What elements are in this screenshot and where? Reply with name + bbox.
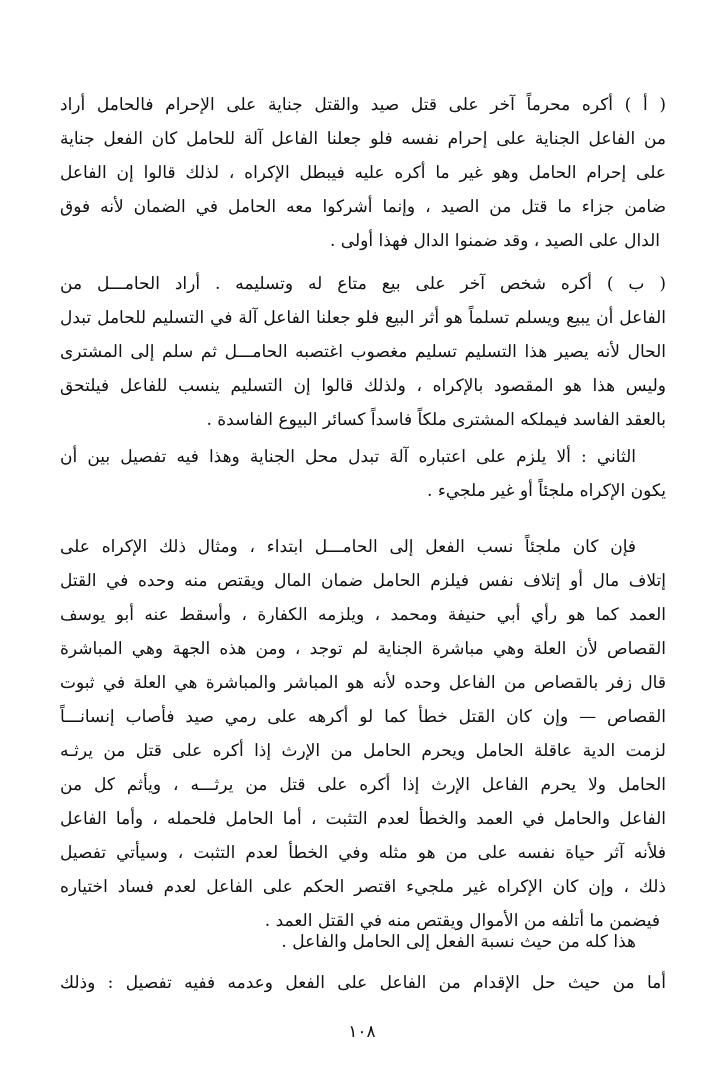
text-line: لزمت الدية عاقلة الحامل ويحرم الحامل من الإرث إذا أكره على قتل من يرثـه	[60, 741, 666, 761]
paragraph-b	[60, 267, 666, 437]
text-line: ( ب ) أكره شخص آخر على بيع متاع له وتسليمه . أراد الحامـــل من	[60, 274, 666, 294]
text-line: هذا كله من حيث نسبة الفعل إلى الحامل والفاعل .	[281, 932, 636, 952]
text-line: الفاعل أن يبيع ويسلم تسلماً هو أثر البيع فلو جعلنا الفاعل آلة في التسليم للحامل تبدل	[60, 308, 666, 328]
text-line: وليس هذا هو المقصود بالإكراه ، ولذلك قالوا إن التسليم ينسب للفاعل فيلتحق	[60, 376, 666, 396]
text-line: على إحرام الحامل وهو غير ما أكره عليه فيبطل الإكراه ، لذلك قالوا إن الفاعل	[60, 163, 666, 183]
text-line: الحال لأنه يصير هذا التسليم تسليم مغصوب اغتصبه الحامـــل ثم سلم إلى المشترى	[60, 342, 666, 362]
text-line: فإن كان ملجئاً نسب الفعل إلى الحامـــل ابتداء ، ومثال ذلك الإكراه على	[60, 537, 636, 557]
text-line: الدال على الصيد ، وقد ضمنوا الدال فهذا أولى .	[329, 231, 660, 251]
text-line: إتلاف مال أو إتلاف نفس فيلزم الحامل ضمان المال ويقتص منه وحده في القتل	[60, 571, 666, 591]
paragraph-coercion-cases	[60, 530, 666, 938]
text-line: بالعقد الفاسد فيملكه المشترى ملكاً فاسداً كسائر البيوع الفاسدة .	[206, 410, 666, 430]
page-number: ١٠٨	[348, 1022, 376, 1042]
text-line: أما من حيث حل الإقدام من الفاعل على الفعل وعدمه ففيه تفصيل : وذلك	[60, 973, 666, 993]
text-line: من الفاعل الجناية على إحرام نفسه فلو جعلنا الفاعل آلة للحامل كان الفعل جناية	[60, 129, 666, 149]
text-line: القصاص لأن العلة وهي مباشرة الجناية لم توجد ، ومن هذه الجهة وهي المباشرة	[60, 639, 666, 659]
text-line: الحامل ولا يحرم الفاعل الإرث إذا أكره على قتل من يرثـــه ، ويأثم كل من	[60, 775, 666, 795]
paragraph-summary	[60, 925, 666, 959]
text-line: يكون الإكراه ملجئاً أو غير ملجيء .	[427, 481, 666, 501]
text-line: ذلك ، وإن كان الإكراه غير ملجيء اقتصر الحكم على الفاعل لعدم فساد اختياره	[60, 877, 666, 897]
text-line: العمد كما هو رأي أبي حنيفة ومحمد ، ويلزمه الكفارة ، وأسقط عنه أبو يوسف	[60, 605, 666, 625]
text-line: فيضمن ما أتلفه من الأموال ويقتص منه في القتل العمد .	[264, 911, 660, 931]
paragraph-second-condition	[60, 440, 666, 508]
paragraph-permissibility	[60, 966, 666, 1000]
text-line: الثاني : ألا يلزم على اعتباره آلة تبدل محل الجناية وهذا فيه تفصيل بين أن	[60, 447, 636, 467]
text-line: ( أ ) أكره محرماً آخر على قتل صيد والقتل جناية على الإحرام فالحامل أراد	[60, 95, 666, 115]
text-line: القصاص — وإن كان القتل خطأ كما لو أكرهه على رمي صيد فأصاب إنسانـــاً	[60, 707, 666, 727]
text-line: قال زفر بالقصاص من الفاعل وحده لأنه هو المباشر والمباشرة هي العلة في ثبوت	[60, 673, 666, 693]
text-line: الفاعل والحامل في العمد والخطأ لعدم التثبت ، أما الحامل فلحمله ، وأما الفاعل	[60, 809, 666, 829]
text-line: فلأنه آثر حياة نفسه على من هو مثله وفي الخطأ لعدم التثبت ، وسيأتي تفصيل	[60, 843, 666, 863]
text-line: ضامن جزاء ما قتل من الصيد ، وإنما أشركوا معه الحامل في الضمان لأنه فوق	[60, 197, 666, 217]
paragraph-a	[60, 88, 666, 258]
